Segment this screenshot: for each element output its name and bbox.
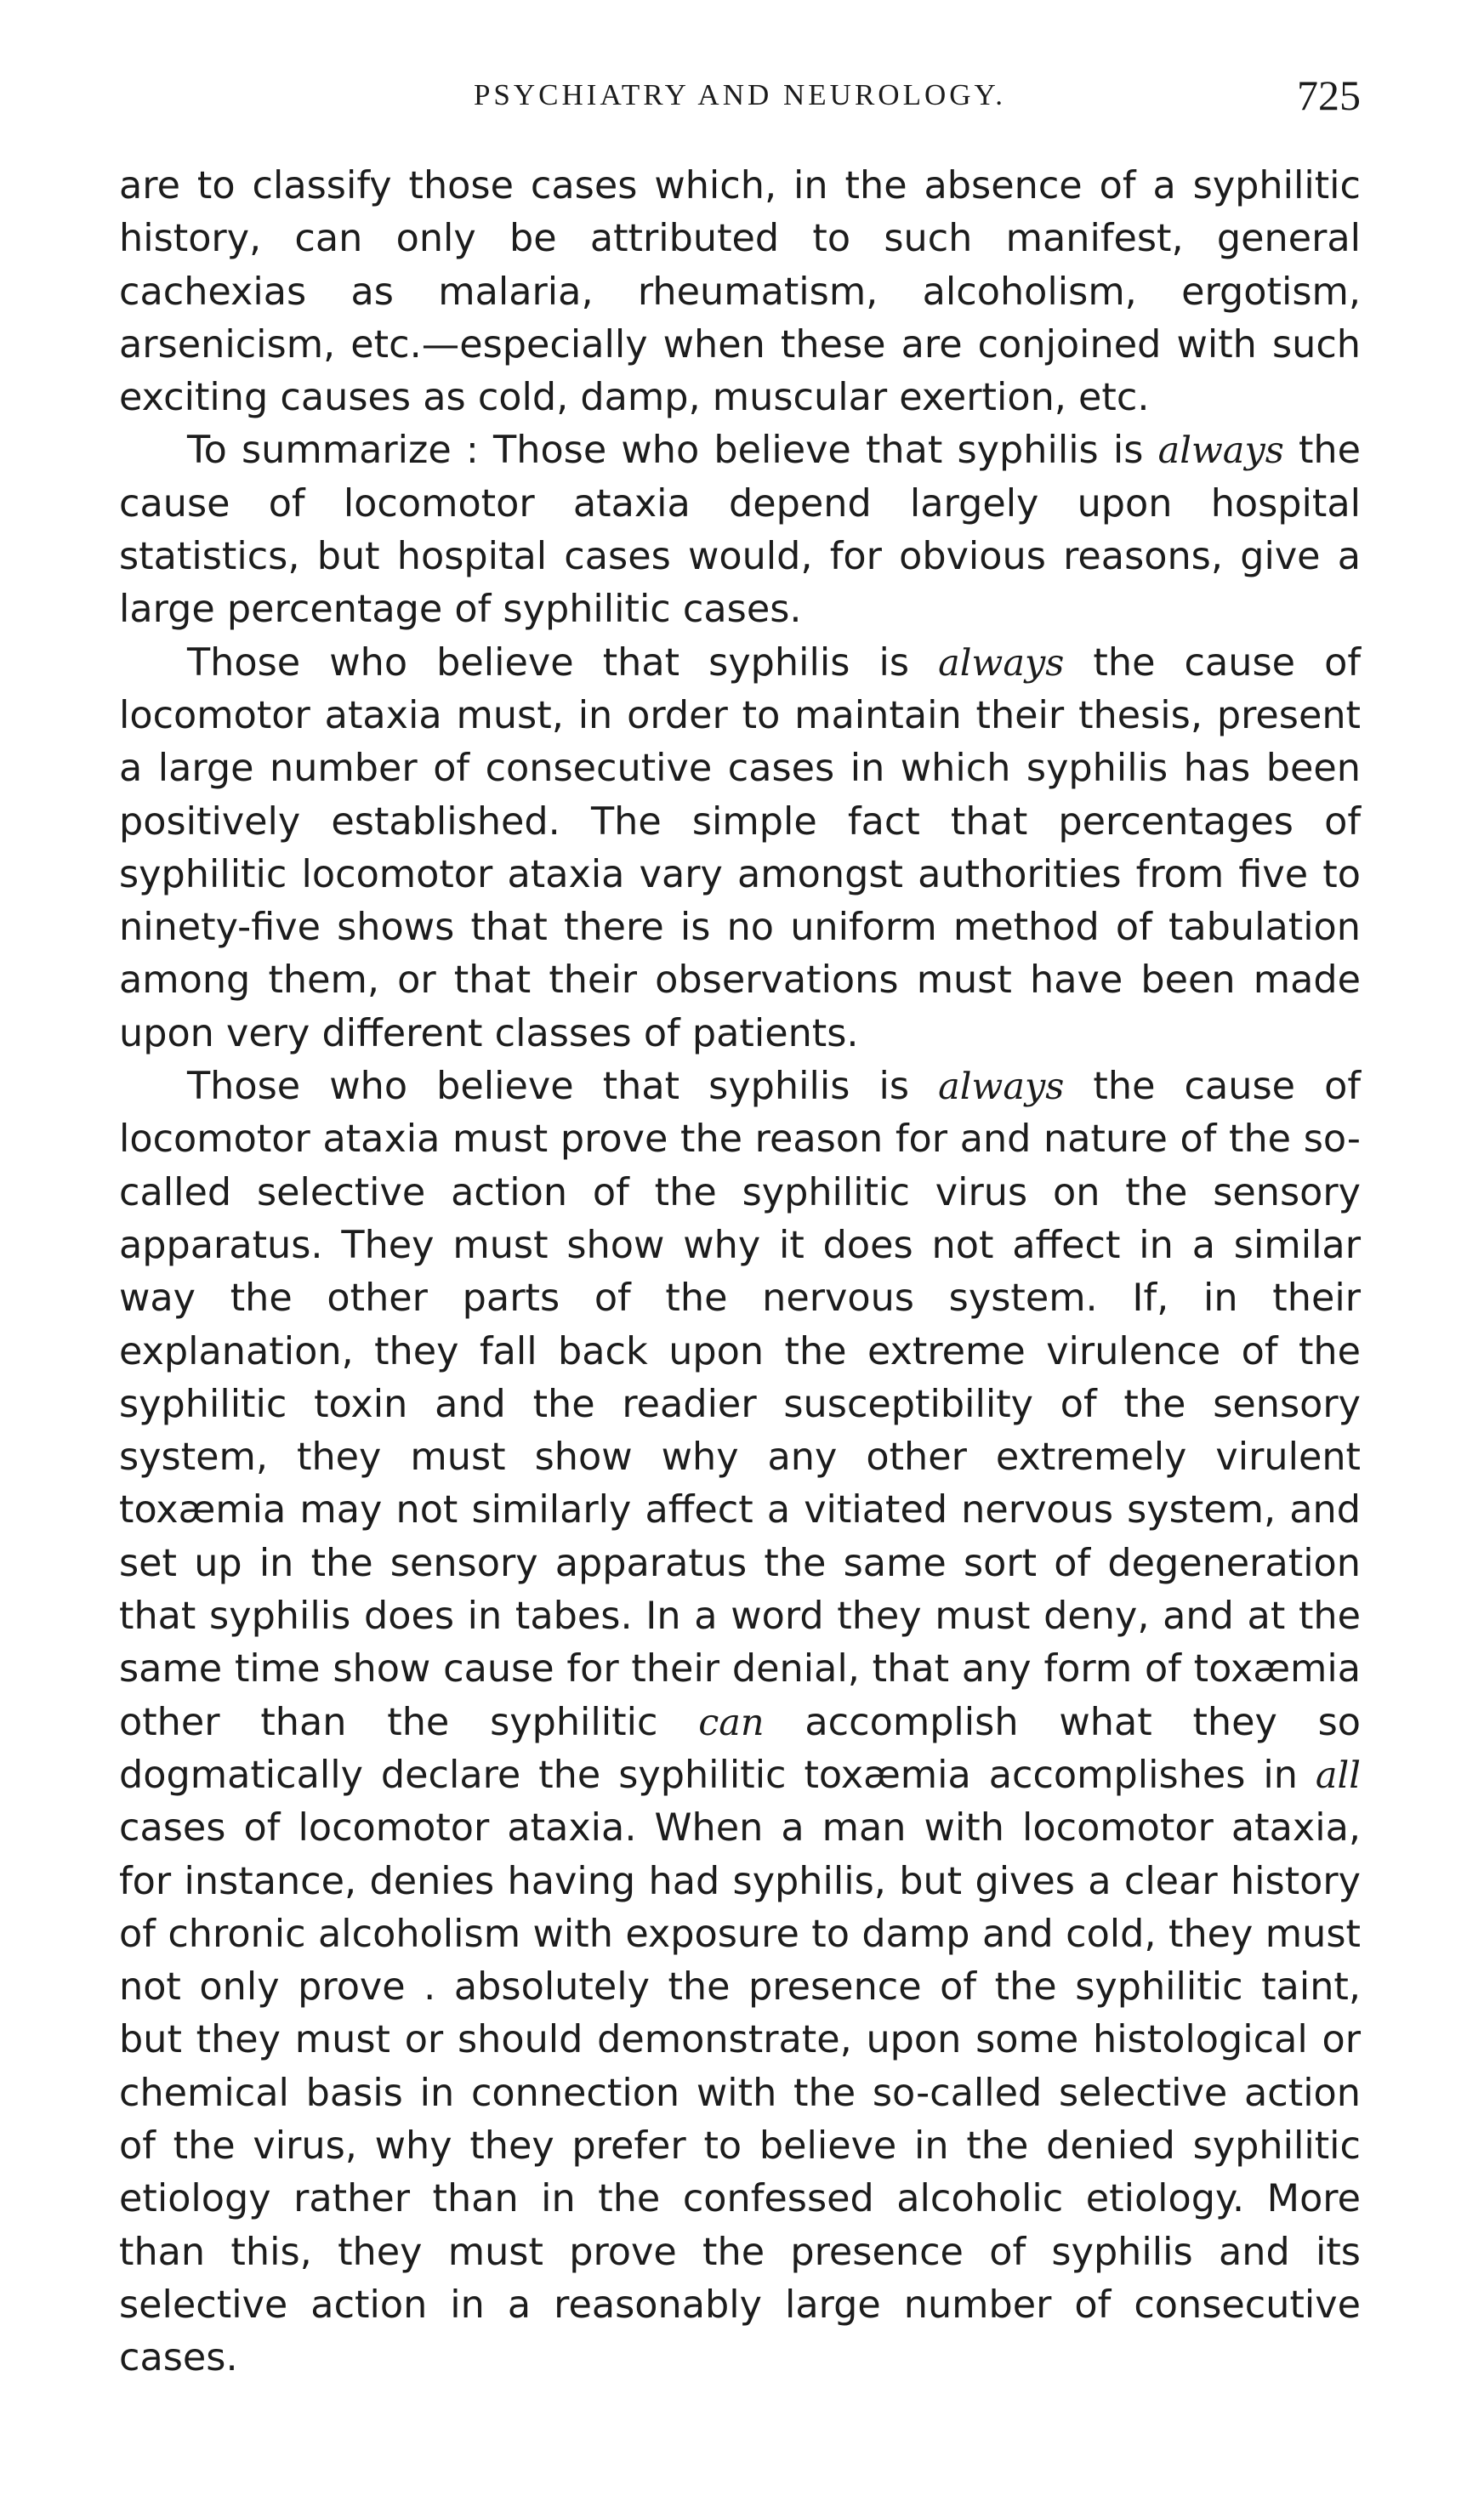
running-head: PSYCHIATRY AND NEUROLOGY. [473,78,1007,111]
body-text [119,160,1361,2385]
paragraph-summary [119,424,1361,636]
paragraph-selective-action [119,1060,1361,2385]
paragraph-text: the cause of locomotor ataxia must prove the reason for and nature of the so-called selective action of the syphilitic virus on the sensory apparatus. They must show why it does not affect in a similar way the other parts of the nervous system. If, in their explanation, they fall back upon the extreme virulence of the syphilitic toxin and the readier susceptibility of the sensory system, they must show why any other extremely virulent toxæmia may not similarly affect a vitiated nervous system, and set up in the sensory apparatus the same sort of degeneration that syphilis does in tabes. In a word they must deny, and at the same time show cause for their denial, that any form of toxæmia other than the syphilitic [119,1065,1362,1744]
paragraph-continuation [119,160,1361,424]
paragraph-text: Those who believe that syphilis is [187,1065,939,1109]
paragraph-text: cases of locomotor ataxia. When a man with locomotor ataxia, for instance, denies having had syphilis, but gives a clear history of chronic alcoholism with exposure to damp and cold, they must not only prove . absolutely the presence of the syphilitic taint, but they must or should demonstrate, upon some histological or chemical basis in connection with the so-called selective action of the virus, why they prefer to believe in the denied syphilitic etiology rather than in the confessed alcoholic etiology. More than this, they must prove the presence of syphilis and its selective action in a reasonably large number of consecutive cases. [119,1806,1361,2380]
paragraph-text: the cause of locomotor ataxia must, in order to maintain their thesis, present a large number of consecutive cases in which syphilis has been positively established. The simple fact that percentages of syphilitic locomotor ataxia vary amongst authorities from five to ninety-five shows that there is no uniform method of tabulation among them, or that their observations must have been made upon very different classes of patients. [119,640,1362,1055]
page-header [119,70,1361,121]
emphasis-can: can [698,1701,765,1744]
emphasis-all: all [1315,1754,1361,1797]
paragraph-statistics [119,637,1361,1060]
paragraph-text: Those who believe that syphilis is [187,640,939,685]
paragraph-text: the cause of locomotor ataxia depend largely upon hospital statistics, but hospital cases would, for obvious reasons, give a large percentage of syphilitic cases. [119,429,1361,632]
paragraph-text: To summarize : Those who believe that syphilis is [187,429,1158,473]
emphasis-always: always [1157,429,1284,473]
paragraph-text: accomplish what they so dogmatically declare the syphilitic toxæmia accomplishes in [119,1700,1362,1797]
emphasis-always: always [938,1066,1065,1109]
page-number: 725 [1297,71,1361,119]
paragraph-text: are to classify those cases which, in the absence of a syphilitic history, can only be attributed to such manifest, general cachexias as malaria, rheumatism, alcoholism, ergotism, arsenicism, etc.—especially when these are conjoined with such exciting causes as cold, damp, muscular exertion, etc. [119,164,1361,420]
emphasis-always: always [938,641,1065,685]
